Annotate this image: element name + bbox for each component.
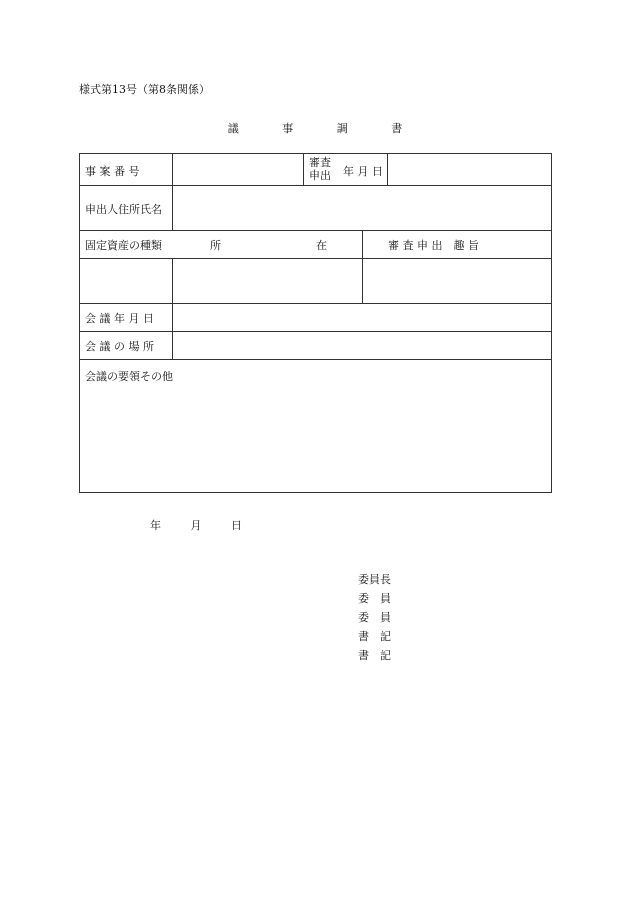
document-date: [150, 517, 268, 533]
signature-line: [358, 647, 394, 663]
row-divider: [80, 185, 551, 186]
form-number-label: 様式第13号（第8条関係）: [79, 83, 210, 96]
minutes-form-table: [79, 153, 552, 493]
col-divider: [172, 303, 173, 359]
row-divider: [80, 303, 551, 304]
signature-line: [358, 609, 394, 625]
location-label-part2: 在: [316, 239, 327, 252]
meeting-place-label: 会 議 の 場 所: [85, 340, 154, 353]
title-char-2: 事: [282, 122, 294, 135]
col-divider: [172, 185, 173, 230]
signature-role: 書 記: [358, 649, 391, 662]
col-divider: [362, 230, 363, 303]
col-divider: [303, 154, 304, 185]
title-char-1: 議: [227, 122, 239, 135]
meeting-date-label: 会 議 年 月 日: [85, 312, 154, 325]
signature-role: 委 員: [358, 611, 391, 624]
row-divider: [80, 359, 551, 360]
review-date-label-bottom: 申出: [309, 169, 331, 182]
review-reason-label: 審 査 申 出 趣 旨: [388, 239, 479, 252]
location-label-part1: 所: [210, 239, 221, 252]
asset-type-label: 固定資産の種類: [85, 239, 162, 252]
date-day: 日: [231, 519, 242, 532]
date-month: 月: [190, 519, 202, 532]
row-divider: [80, 230, 551, 231]
meeting-summary-label: 会議の要領その他: [85, 370, 173, 383]
case-number-label: 事 案 番 号: [85, 165, 140, 178]
title-char-4: 書: [391, 122, 403, 135]
applicant-label: 申出人住所氏名: [85, 203, 162, 216]
col-divider: [172, 258, 173, 303]
signature-line: [358, 571, 394, 587]
signature-role: 委員長: [358, 573, 391, 586]
signature-role: 委 員: [358, 592, 391, 605]
row-divider: [80, 331, 551, 332]
signature-line: [358, 590, 394, 606]
signature-line: [358, 628, 394, 644]
col-divider: [387, 154, 388, 185]
title-char-3: 調: [336, 122, 348, 135]
document-title: [0, 120, 630, 136]
row-divider: [80, 258, 551, 259]
date-year: 年: [150, 519, 161, 532]
review-date-label-top: 審査: [309, 156, 331, 169]
signature-role: 書 記: [358, 630, 391, 643]
col-divider: [172, 154, 173, 185]
review-date-ymd: 年 月 日: [343, 165, 383, 178]
